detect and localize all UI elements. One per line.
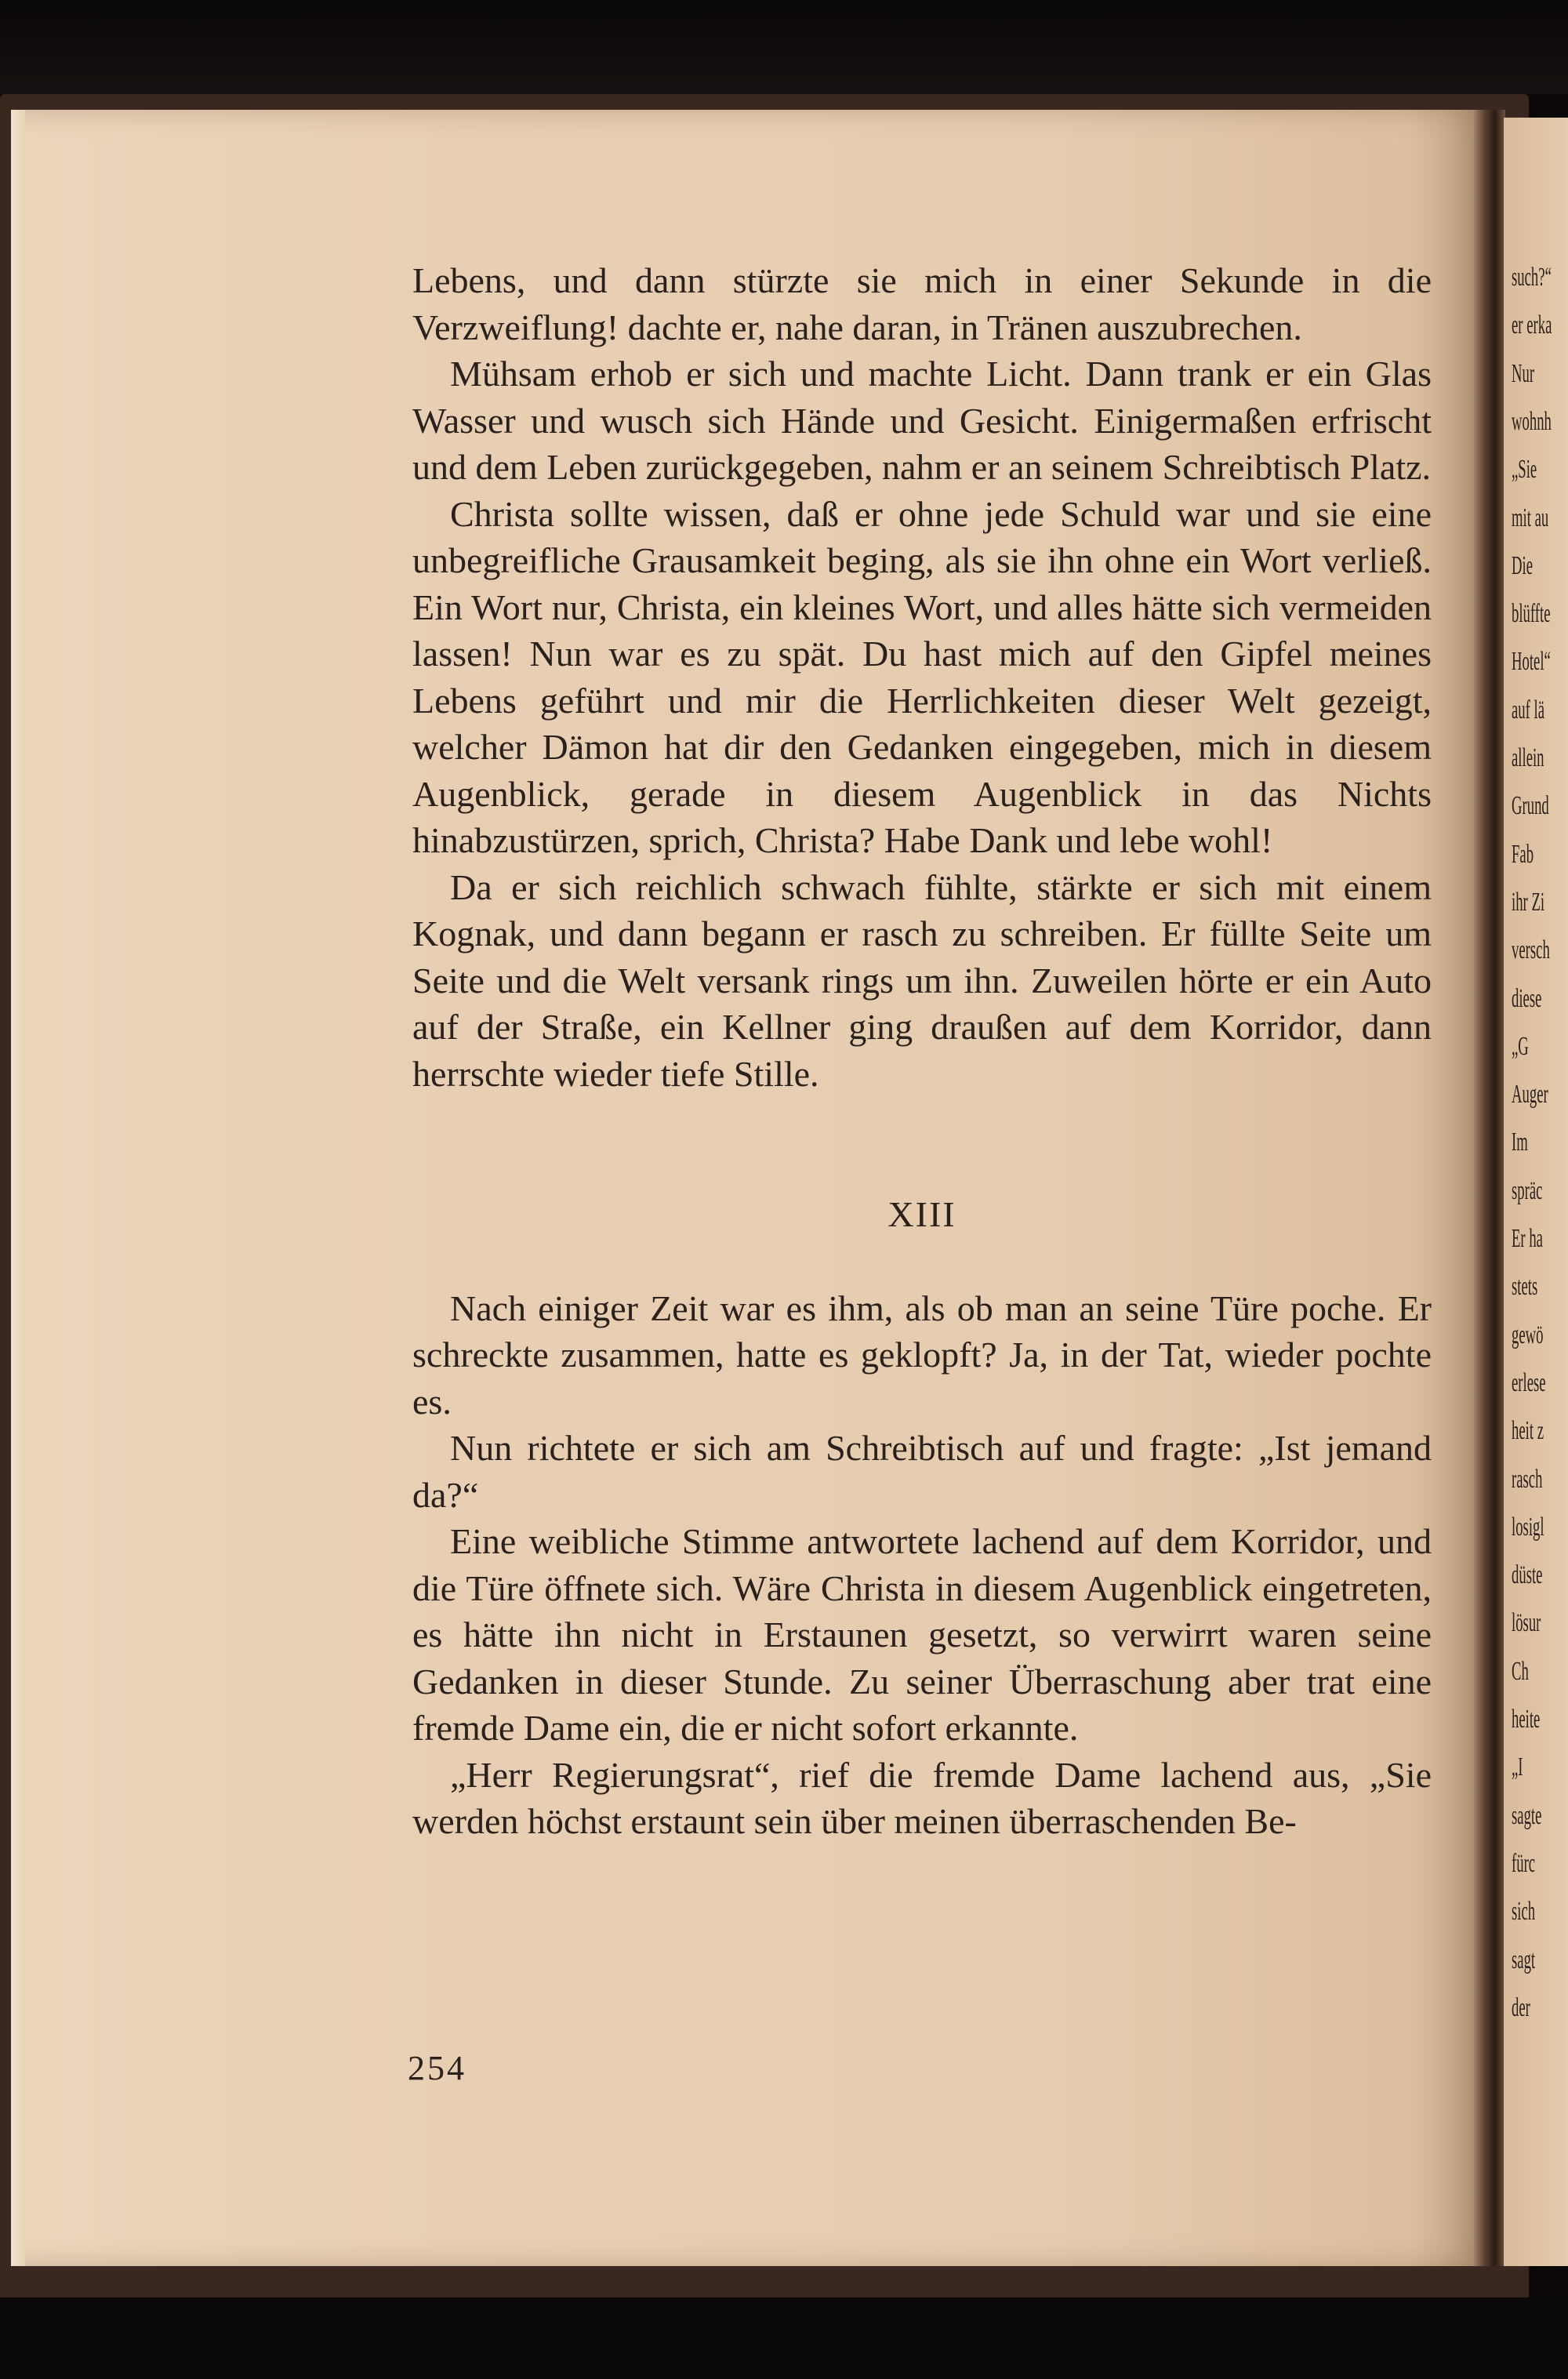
next-page-line-fragment: Fab bbox=[1512, 839, 1534, 869]
next-page-line-fragment: diese bbox=[1512, 983, 1542, 1013]
paragraph: Nun richtete er sich am Schreibtisch auf und fragte: „Ist jemand da?“ bbox=[412, 1428, 1432, 1515]
next-page-line-fragment: Ch bbox=[1512, 1656, 1529, 1686]
next-page-line-fragment: spräc bbox=[1512, 1175, 1543, 1205]
next-page-line-fragment: Nur bbox=[1512, 358, 1535, 388]
next-page-line-fragment: wohnh bbox=[1512, 406, 1552, 436]
background-top bbox=[0, 0, 1568, 94]
book-page-right-partial bbox=[1504, 118, 1568, 2266]
paragraph: Christa sollte wissen, daß er ohne jede Schuld war und sie eine unbegreifliche Grausamkeit beging, als sie ihn ohne ein Wort verließ. Ein Wort nur, Christa, ein kleines Wort, und alles hätte sich vermeiden lassen! Nun war es zu spät. Du hast mich auf den Gipfel meines Lebens geführt und mir die Herrlichkeiten dieser Welt gezeigt, welcher Dämon hat dir den Gedanken eingegeben, mich in diesem Augenblick, gerade in diesem Augenblick in das Nichts hinabzustürzen, sprich, Christa? Habe Dank und lebe wohl! bbox=[412, 493, 1432, 860]
next-page-line-fragment: allein bbox=[1512, 743, 1544, 772]
next-page-line-fragment: versch bbox=[1512, 935, 1550, 965]
background-bottom bbox=[0, 2297, 1568, 2379]
next-page-line-fragment: sagt bbox=[1512, 1945, 1536, 1974]
page-edge bbox=[11, 110, 25, 2266]
next-page-line-fragment: fürc bbox=[1512, 1848, 1536, 1878]
next-page-line-fragment: Im bbox=[1512, 1128, 1528, 1157]
page-text-block bbox=[412, 257, 1432, 1845]
next-page-line-fragment: Hotel“ bbox=[1512, 647, 1551, 677]
next-page-line-fragment: „I bbox=[1512, 1752, 1523, 1782]
book-gutter bbox=[1474, 110, 1505, 2266]
next-page-line-fragment: er erka bbox=[1512, 311, 1552, 340]
paragraph: Nach einiger Zeit war es ihm, als ob man an seine Türe poche. Er schreckte zusammen, hatte es geklopft? Ja, in der Tat, wieder pochte es. bbox=[412, 1288, 1432, 1422]
next-page-line-fragment: Grund bbox=[1512, 791, 1549, 821]
next-page-line-fragment: der bbox=[1512, 1992, 1530, 2022]
next-page-line-fragment: Die bbox=[1512, 550, 1534, 580]
next-page-line-fragment: sagte bbox=[1512, 1800, 1542, 1830]
next-page-line-fragment: Auger bbox=[1512, 1080, 1548, 1110]
paragraph: Da er sich reichlich schwach fühlte, stärkte er sich mit einem Kognak, und dann begann er rasch zu schreiben. Er füllte Seite um Seite und die Welt versank rings um ihn. Zuweilen hörte er ein Auto auf der Straße, ein Kellner ging draußen auf dem Korridor, dann herrschte wieder tiefe Stille. bbox=[412, 866, 1432, 1094]
next-page-line-fragment: lösur bbox=[1512, 1608, 1541, 1638]
next-page-line-fragment: losigl bbox=[1512, 1512, 1544, 1542]
next-page-line-fragment: erlese bbox=[1512, 1367, 1546, 1397]
next-page-line-fragment: sich bbox=[1512, 1897, 1536, 1927]
next-page-line-fragment: such?“ bbox=[1512, 263, 1552, 292]
next-page-line-fragment: Er ha bbox=[1512, 1224, 1543, 1253]
next-page-line-fragment: heite bbox=[1512, 1705, 1541, 1734]
next-page-line-fragment: blüffte bbox=[1512, 599, 1551, 629]
paragraph: Lebens, und dann stürzte sie mich in einer Sekunde in die Verzweiflung! dachte er, nahe daran, in Tränen auszubrechen. bbox=[412, 260, 1432, 347]
next-page-line-fragment: ihr Zi bbox=[1512, 887, 1545, 917]
next-page-line-fragment: mit au bbox=[1512, 503, 1549, 532]
paragraph: Eine weibliche Stimme antwortete lachend auf dem Korridor, und die Türe öffnete sich. Wäre Christa in diesem Augenblick eingetreten, es hätte ihn nicht in Erstaunen gesetzt, so verwirrt waren seine Gedanken in dieser Stunde. Zu seiner Überraschung aber trat eine fremde Dame ein, die er nicht sofort erkannte. bbox=[412, 1521, 1432, 1748]
paragraph: Mühsam erhob er sich und machte Licht. Dann trank er ein Glas Wasser und wusch sich Hände und Gesicht. Einigermaßen erfrischt und dem Leben zurückgegeben, nahm er an seinem Schreibtisch Platz. bbox=[412, 354, 1432, 487]
next-page-line-fragment: gewö bbox=[1512, 1320, 1544, 1349]
paragraph: „Herr Regierungsrat“, rief die fremde Dame lachend aus, „Sie werden höchst erstaunt sein über meinen überraschenden Be- bbox=[412, 1754, 1432, 1841]
next-page-line-fragment: stets bbox=[1512, 1272, 1538, 1302]
chapter-heading: XIII bbox=[887, 1194, 956, 1234]
next-page-line-fragment: „Sie bbox=[1512, 455, 1537, 485]
page-number: 254 bbox=[408, 2049, 466, 2087]
next-page-line-fragment: rasch bbox=[1512, 1464, 1543, 1494]
next-page-line-fragment: auf lä bbox=[1512, 695, 1545, 725]
next-page-line-fragment: heit z bbox=[1512, 1416, 1544, 1446]
next-page-line-fragment: düste bbox=[1512, 1560, 1543, 1590]
next-page-line-fragment: „G bbox=[1512, 1031, 1529, 1061]
